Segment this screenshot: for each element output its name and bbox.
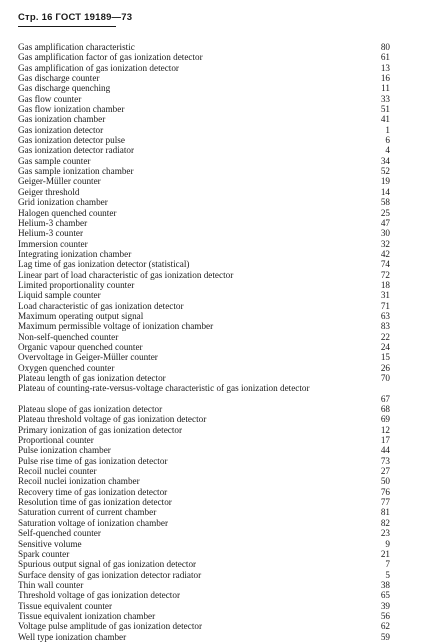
index-entry bbox=[18, 332, 390, 342]
index-entry bbox=[18, 83, 390, 93]
index-term: Grid ionization chamber bbox=[18, 197, 108, 208]
index-term: Voltage pulse amplitude of gas ionization detector bbox=[18, 621, 203, 632]
index-term: Overvoltage in Geiger-Müller counter bbox=[18, 352, 158, 363]
index-entry bbox=[18, 456, 390, 466]
index-entry bbox=[18, 497, 390, 507]
index-term: Spark counter bbox=[18, 548, 70, 559]
header-rule bbox=[18, 26, 116, 27]
index-term: Pulse ionization chamber bbox=[18, 445, 111, 456]
index-term: Gas amplification factor of gas ionization detector bbox=[18, 52, 203, 63]
index-term: Gas flow counter bbox=[18, 93, 82, 104]
index-entry bbox=[18, 125, 390, 135]
index-page-number: 59 bbox=[380, 631, 390, 642]
index-term: Plateau of counting-rate-versus-voltage characteristic of gas ionization detector bbox=[18, 383, 310, 394]
index-page-number: 13 bbox=[380, 62, 390, 73]
index-entry bbox=[18, 52, 390, 62]
standard-code: ГОСТ 19189—73 bbox=[55, 12, 133, 23]
index-entry bbox=[18, 259, 390, 269]
index-term: Gas ionization chamber bbox=[18, 114, 106, 125]
index-page-number: 18 bbox=[380, 279, 390, 290]
index-term: Oxygen quenched counter bbox=[18, 362, 115, 373]
index-term: Gas ionization detector radiator bbox=[18, 145, 135, 156]
index-term: Helium-3 counter bbox=[18, 228, 84, 239]
index-page-number: 4 bbox=[385, 145, 390, 156]
index-entry bbox=[18, 435, 390, 445]
index-entry bbox=[18, 414, 390, 424]
index-page-number: 83 bbox=[380, 321, 390, 332]
index-page-number: 42 bbox=[380, 248, 390, 259]
index-entry bbox=[18, 280, 390, 290]
index-term: Plateau threshold voltage of gas ionization detector bbox=[18, 414, 207, 425]
index-entry bbox=[18, 445, 390, 455]
index-page-number: 38 bbox=[380, 579, 390, 590]
index-page-number: 71 bbox=[380, 300, 390, 311]
index-page-number: 26 bbox=[380, 362, 390, 373]
index-page-number: 27 bbox=[380, 466, 390, 477]
index-page-number: 25 bbox=[380, 207, 390, 218]
index-page-number: 77 bbox=[380, 497, 390, 508]
index-term: Primary ionization of gas ionization detector bbox=[18, 424, 183, 435]
index-entry bbox=[18, 352, 390, 362]
index-entry bbox=[18, 518, 390, 528]
index-term: Tissue equivalent counter bbox=[18, 600, 113, 611]
index-entry bbox=[18, 73, 390, 83]
index-page-number: 33 bbox=[380, 93, 390, 104]
index-page-number: 34 bbox=[380, 155, 390, 166]
index-page-number: 31 bbox=[380, 290, 390, 301]
index-page-number: 11 bbox=[381, 83, 390, 94]
index-entry bbox=[18, 476, 390, 486]
index-term: Recovery time of gas ionization detector bbox=[18, 486, 168, 497]
index-entry bbox=[18, 114, 390, 124]
index-page-number: 19 bbox=[380, 176, 390, 187]
index-page-number: 9 bbox=[385, 538, 390, 549]
index-entry bbox=[18, 590, 390, 600]
index-page-number: 41 bbox=[380, 114, 390, 125]
index-term: Gas flow ionization chamber bbox=[18, 104, 125, 115]
index-entry bbox=[18, 249, 390, 259]
index-page-number: 47 bbox=[380, 217, 390, 228]
page-prefix: Стр. bbox=[18, 12, 39, 23]
index-page-number: 39 bbox=[380, 600, 390, 611]
index-page-number: 50 bbox=[380, 476, 390, 487]
index-page-number: 21 bbox=[380, 548, 390, 559]
index-term: Pulse rise time of gas ionization detector bbox=[18, 455, 168, 466]
index-page-number: 74 bbox=[380, 259, 390, 270]
page-header bbox=[18, 12, 132, 23]
index-term: Sensitive volume bbox=[18, 538, 82, 549]
index-page-number: 51 bbox=[380, 104, 390, 115]
index-entry bbox=[18, 94, 390, 104]
index-entry bbox=[18, 632, 390, 642]
index-entry bbox=[18, 425, 390, 435]
index-term: Gas sample counter bbox=[18, 155, 91, 166]
index-entry bbox=[18, 342, 390, 352]
index-page-number: 62 bbox=[380, 621, 390, 632]
index-term: Proportional counter bbox=[18, 435, 94, 446]
index-page-number: 63 bbox=[380, 310, 390, 321]
index-entry bbox=[18, 404, 390, 414]
index-term: Plateau length of gas ionization detector bbox=[18, 373, 166, 383]
index-entry bbox=[18, 601, 390, 611]
index-page-number: 44 bbox=[380, 445, 390, 456]
index-page-number: 30 bbox=[380, 228, 390, 239]
index-entry bbox=[18, 549, 390, 559]
index-term: Well type ionization chamber bbox=[18, 631, 127, 642]
index-entry bbox=[18, 290, 390, 300]
index-page-number: 81 bbox=[380, 507, 390, 518]
index-entry bbox=[18, 270, 390, 280]
index-page-number: 52 bbox=[380, 166, 390, 177]
index-term: Gas amplification of gas ionization detector bbox=[18, 62, 179, 73]
index-term: Thin wall counter bbox=[18, 579, 84, 590]
index-page-number: 7 bbox=[385, 559, 390, 570]
index-entry bbox=[18, 311, 390, 321]
index-term: Geiger-Müller counter bbox=[18, 176, 101, 187]
index-page-number: 22 bbox=[380, 331, 390, 342]
index-entry bbox=[18, 383, 390, 404]
index-page-number: 16 bbox=[380, 73, 390, 84]
index-page-number: 82 bbox=[380, 517, 390, 528]
index-term: Gas discharge quenching bbox=[18, 83, 111, 94]
index-page-number: 65 bbox=[380, 590, 390, 601]
index-term: Linear part of load characteristic of gas ionization detector bbox=[18, 269, 234, 280]
index-entry bbox=[18, 466, 390, 476]
index-entry bbox=[18, 570, 390, 580]
index-entry bbox=[18, 539, 390, 549]
index-entry bbox=[18, 135, 390, 145]
index-term: Gas sample ionization chamber bbox=[18, 166, 134, 177]
index-term: Integrating ionization chamber bbox=[18, 248, 132, 259]
index-term: Saturation voltage of ionization chamber bbox=[18, 517, 169, 528]
index-term: Gas discharge counter bbox=[18, 73, 100, 84]
index-term: Resolution time of gas ionization detector bbox=[18, 497, 172, 508]
index-page-number: 1 bbox=[385, 124, 390, 135]
index-entry bbox=[18, 487, 390, 497]
index-entry bbox=[18, 218, 390, 228]
index-term: Maximum permissible voltage of ionization chamber bbox=[18, 321, 214, 332]
index-page-number: 58 bbox=[380, 197, 390, 208]
index-entry bbox=[18, 228, 390, 238]
index-entry bbox=[18, 559, 390, 569]
index-term: Tissue equivalent ionization chamber bbox=[18, 610, 156, 621]
index-page-number: 73 bbox=[380, 455, 390, 466]
index-term: Plateau slope of gas ionization detector bbox=[18, 404, 163, 415]
index-entry bbox=[18, 301, 390, 311]
index-entry bbox=[18, 145, 390, 155]
index-entry bbox=[18, 321, 390, 331]
index-entry bbox=[18, 176, 390, 186]
term-index bbox=[18, 42, 390, 642]
index-term: Saturation current of current chamber bbox=[18, 507, 157, 518]
index-term: Non-self-quenched counter bbox=[18, 331, 119, 342]
index-page-number: 12 bbox=[380, 424, 390, 435]
index-term: Threshold voltage of gas ionization detector bbox=[18, 590, 181, 601]
index-entry bbox=[18, 621, 390, 631]
index-entry bbox=[18, 63, 390, 73]
index-entry bbox=[18, 528, 390, 538]
index-term: Limited proportionality counter bbox=[18, 279, 135, 290]
index-page-number: 72 bbox=[380, 269, 390, 280]
index-page-number: 32 bbox=[380, 238, 390, 249]
index-entry bbox=[18, 580, 390, 590]
index-page-number: 68 bbox=[380, 404, 390, 415]
index-term: Recoil nuclei counter bbox=[18, 466, 97, 477]
index-term: Immersion counter bbox=[18, 238, 88, 249]
index-entry bbox=[18, 373, 390, 383]
index-term: Liquid sample counter bbox=[18, 290, 101, 301]
index-term: Organic vapour quenched counter bbox=[18, 341, 143, 352]
index-term: Recoil nuclei ionization chamber bbox=[18, 476, 140, 487]
index-entry bbox=[18, 507, 390, 517]
page-number: 16 bbox=[41, 12, 53, 23]
index-page-number: 76 bbox=[380, 486, 390, 497]
index-entry bbox=[18, 104, 390, 114]
index-page-number: 15 bbox=[380, 352, 390, 363]
index-entry bbox=[18, 166, 390, 176]
index-entry bbox=[18, 239, 390, 249]
index-entry bbox=[18, 42, 390, 52]
index-term: Gas ionization detector pulse bbox=[18, 135, 125, 146]
index-page-number: 56 bbox=[380, 610, 390, 621]
index-page-number: 23 bbox=[380, 528, 390, 539]
index-page-number: 6 bbox=[385, 135, 390, 146]
index-page-number: 24 bbox=[380, 341, 390, 352]
index-term: Lag time of gas ionization detector (statistical) bbox=[18, 259, 190, 270]
index-term: Gas ionization detector bbox=[18, 124, 104, 135]
index-page-number: 80 bbox=[380, 42, 390, 52]
index-entry bbox=[18, 611, 390, 621]
index-entry bbox=[18, 197, 390, 207]
index-page-number: 17 bbox=[380, 435, 390, 446]
index-term: Surface density of gas ionization detector radiator bbox=[18, 569, 202, 580]
index-term: Maximum operating output signal bbox=[18, 310, 144, 321]
index-term: Helium-3 chamber bbox=[18, 217, 88, 228]
index-page-number: 69 bbox=[380, 414, 390, 425]
index-page-number: 67 bbox=[380, 393, 390, 404]
index-term: Self-quenched counter bbox=[18, 528, 101, 539]
index-entry bbox=[18, 187, 390, 197]
index-page-number: 61 bbox=[380, 52, 390, 63]
index-term: Load characteristic of gas ionization detector bbox=[18, 300, 184, 311]
index-term: Halogen quenched counter bbox=[18, 207, 117, 218]
index-term: Spurious output signal of gas ionization detector bbox=[18, 559, 197, 570]
index-entry bbox=[18, 156, 390, 166]
index-term: Gas amplification characteristic bbox=[18, 42, 135, 52]
index-page-number: 14 bbox=[380, 186, 390, 197]
index-entry bbox=[18, 363, 390, 373]
index-page-number: 70 bbox=[380, 373, 390, 383]
index-term: Geiger threshold bbox=[18, 186, 80, 197]
index-page-number: 5 bbox=[385, 569, 390, 580]
index-entry bbox=[18, 208, 390, 218]
